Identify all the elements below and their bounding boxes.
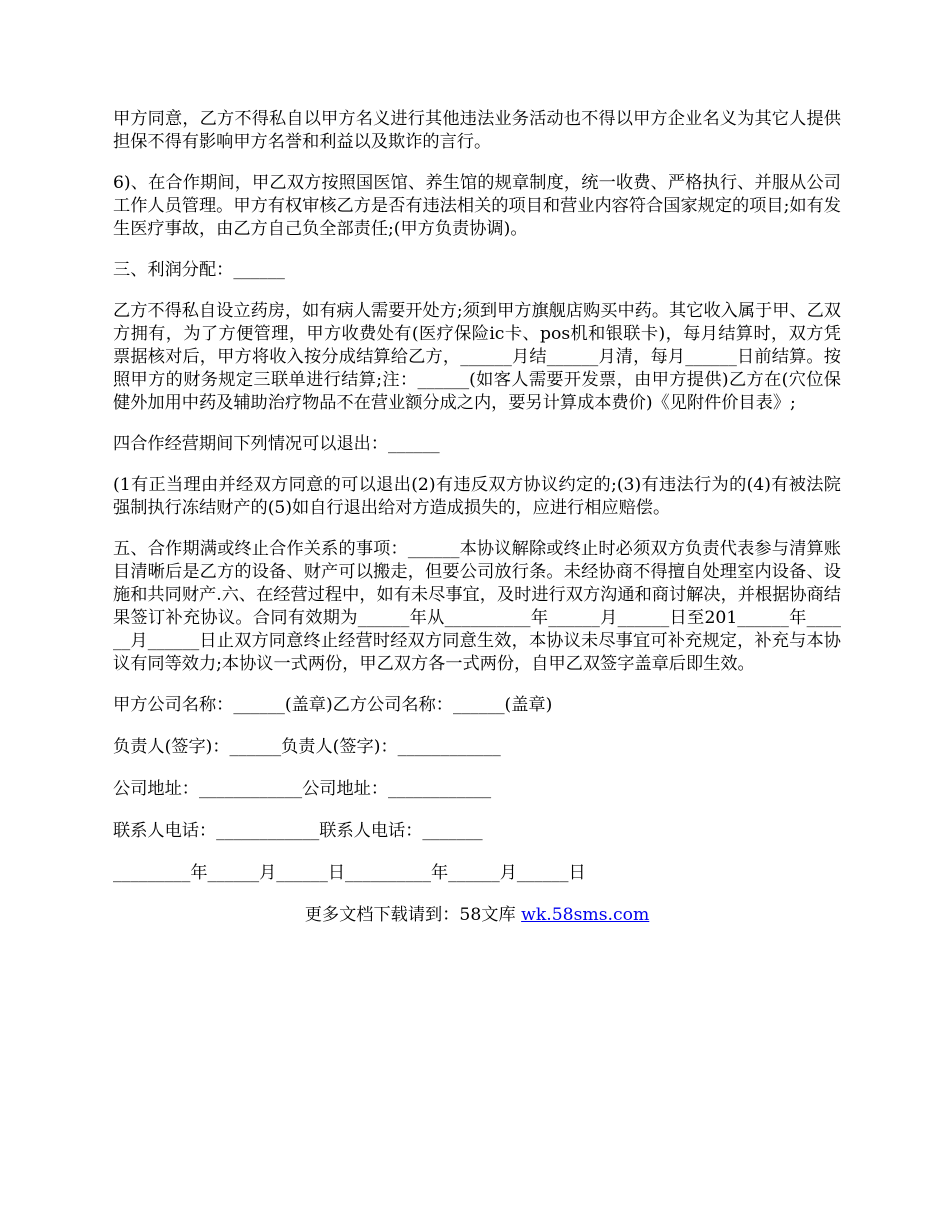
signature-address: 公司地址：____________公司地址：____________ bbox=[113, 779, 492, 799]
document-page bbox=[113, 108, 841, 927]
paragraph-exit-conditions: (1有正当理由并经双方同意的可以退出(2)有违反双方协议约定的;(3)有违法行为的(4)有被法院强制执行冻结财产的(5)如自行退出给对方造成损失的，应进行相应赔偿。 bbox=[113, 475, 841, 518]
paragraph-cooperation-period: 6)、在合作期间，甲乙双方按照国医馆、养生馆的规章制度，统一收费、严格执行、并服从公司工作人员管理。甲方有权审核乙方是否有违法相关的项目和营业内容符合国家规定的项目;如有发生医疗事故，由乙方自己负全部责任;(甲方负责协调)。 bbox=[113, 173, 841, 239]
paragraph-settlement: 乙方不得私自设立药房，如有病人需要开处方;须到甲方旗舰店购买中药。其它收入属于甲、乙双方拥有，为了方便管理，甲方收费处有(医疗保险ic卡、pos机和银联卡)，每月结算时，双方凭票据核对后，甲方将收入按分成结算给乙方，______月结______月清，每月______日前结算。按照甲方的财务规定三联单进行结算;注：______(如客人需要开发票，由甲方提供)乙方在(穴位保健外加用中药及辅助治疗物品不在营业额分成之内，要另计算成本费价)《见附件价目表》; bbox=[113, 301, 841, 413]
signature-company-names: 甲方公司名称：______(盖章)乙方公司名称：______(盖章) bbox=[113, 695, 553, 715]
signature-phone: 联系人电话：____________联系人电话：_______ bbox=[113, 821, 483, 841]
paragraph-termination: 五、合作期满或终止合作关系的事项：______本协议解除或终止时必须双方负责代表参与清算账目清晰后是乙方的设备、财产可以搬走，但要公司放行条。未经协商不得擅自处理室内设备、设施和共同财产.六、在经营过程中，如有未尽事宜，及时进行双方沟通和商讨解决，并根据协商结果签订补充协议。合同有效期为______年从__________年______月______日至201______年______月______日止双方同意终止经营时经双方同意生效，本协议未尽事宜可补充规定，补充与本协议有同等效力;本协议一式两份，甲乙双方各一式两份，自甲乙双签字盖章后即生效。 bbox=[113, 539, 841, 674]
heading-profit-distribution: 三、利润分配：______ bbox=[113, 260, 285, 280]
footer bbox=[113, 904, 841, 927]
signature-date: _________年______月______日__________年______月______日 bbox=[113, 863, 586, 883]
signature-responsible: 负责人(签字)：______负责人(签字)：____________ bbox=[113, 737, 501, 757]
paragraph-no-illegal-activity: 甲方同意，乙方不得私自以甲方名义进行其他违法业务活动也不得以甲方企业名义为其它人提供担保不得有影响甲方名誉和利益以及欺诈的言行。 bbox=[113, 109, 841, 152]
footer-link[interactable]: wk.58sms.com bbox=[521, 905, 650, 925]
heading-exit-conditions: 四合作经营期间下列情况可以退出：______ bbox=[113, 434, 440, 454]
footer-text: 更多文档下载请到：58文库 bbox=[304, 905, 522, 925]
